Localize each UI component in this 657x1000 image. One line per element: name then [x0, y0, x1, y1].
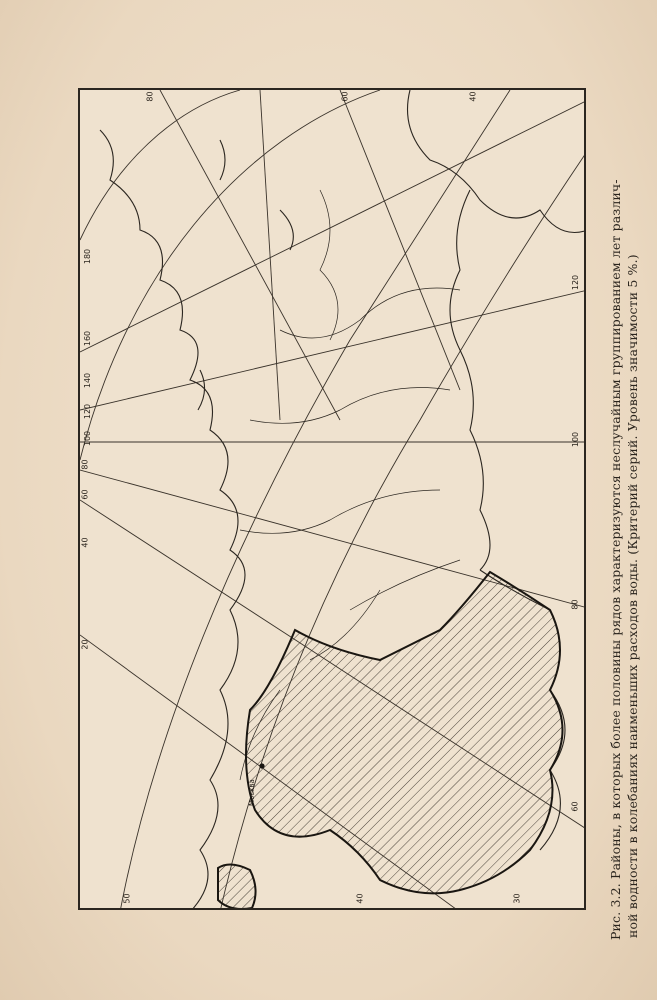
hatched-region [246, 572, 563, 893]
tick-left-120: 120 [83, 403, 93, 420]
tick-left-180: 180 [83, 248, 93, 265]
tick-left-80-top: 80 [145, 91, 155, 102]
tick-inner-60: 60 [340, 91, 350, 102]
map-frame [78, 88, 586, 910]
tick-left-20: 20 [80, 639, 90, 650]
tick-left-80: 80 [80, 459, 90, 470]
city-label-moscow: Москва [248, 779, 256, 806]
tick-inner-40: 40 [355, 893, 365, 904]
moscow-marker [259, 763, 264, 768]
tick-right-120: 120 [571, 274, 581, 291]
tick-left-50: 50 [122, 893, 132, 904]
tick-right-100: 100 [571, 431, 581, 448]
tick-right-30: 30 [512, 893, 522, 904]
tick-left-140: 140 [83, 372, 93, 389]
tick-left-160: 160 [83, 330, 93, 347]
figure-caption-line-2: ной водности в колебаниях наименьших расходов воды. (Критерий серий. Уровень значимости 5 %.) [625, 254, 640, 938]
tick-right-40: 40 [468, 91, 478, 102]
figure-caption-line-1: Рис. 3.2. Районы, в которых более половины рядов характеризуются неслучайным группированием лет различ- [608, 179, 623, 940]
tick-right-60: 60 [570, 801, 580, 812]
map-svg [80, 90, 586, 910]
tick-left-100: 100 [83, 430, 93, 447]
hatched-region-small [218, 864, 256, 909]
tick-right-80: 80 [570, 599, 580, 610]
tick-left-40: 40 [80, 537, 90, 548]
tick-left-60: 60 [80, 489, 90, 500]
